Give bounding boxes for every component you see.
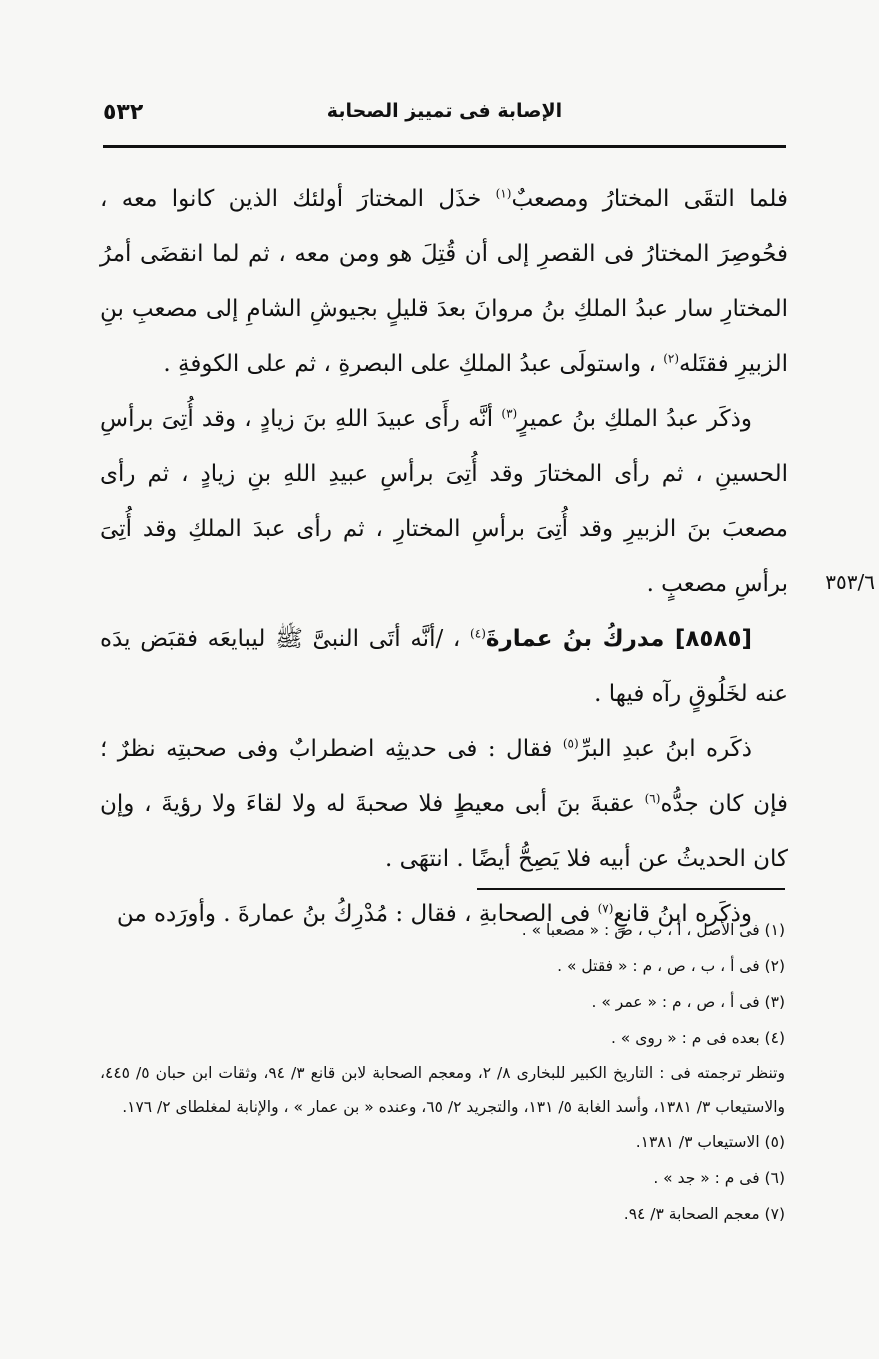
text-run: خذَل المختارَ أولئك الذين كانوا معه ، فحُوصِرَ المختارُ فى القصرِ إلى أن قُتِلَ هو ومن معه ، ثم لما انقضَى أمرُ المختارِ سار عبدُ الملكِ بنُ مروانَ بعدَ قليلٍ بجيوشِ الشامِ إلى مصعبِ بنِ الزبيرِ فقتَله	[100, 186, 788, 377]
paragraph-1	[100, 172, 788, 392]
footnote-2: (٢) فى أ ، ب ، ص ، م : « فقتل » .	[557, 957, 785, 975]
main-text	[100, 172, 788, 942]
footnote-ref-7[interactable]: (٧)	[597, 901, 614, 916]
running-title: الإصابة فى تمييز الصحابة	[326, 100, 563, 122]
entry-number: [٨٥٨٥]	[674, 626, 752, 652]
text-run: ، واستولَى عبدُ الملكِ على البصرةِ ، ثم على الكوفةِ .	[163, 351, 664, 377]
footnote-ref-5[interactable]: (٥)	[562, 736, 579, 751]
text-run: فلما التقَى المختارُ ومصعبٌ	[511, 186, 788, 212]
footnote-6: (٦) فى م : « جد » .	[653, 1169, 785, 1187]
text-run: فقال : فى حديثِه اضطرابٌ وفى صحبتِه نظرٌ ؛ فإن كان جدُّه	[100, 736, 788, 817]
footnote-3: (٣) فى أ ، ص ، م : « عمر » .	[591, 993, 785, 1011]
text-run: ، /أنَّه أتَى النبىَّ ﷺ ليبايعَه فقبَض يدَه عنه لخَلُوقٍ رآه فيها .	[100, 626, 788, 707]
footnote-1: (١) فى الأصل ، أ ، ب ، ص : « مصعبا » .	[521, 921, 785, 939]
text-run: ذكَره ابنُ عبدِ البرِّ	[578, 736, 752, 762]
page-number: ٥٣٢	[103, 100, 144, 125]
entry-name: مدركُ بنُ عمارةَ	[485, 626, 675, 652]
footnote-ref-6[interactable]: (٦)	[644, 791, 661, 806]
running-header	[103, 100, 786, 134]
text-run: عقبةَ بنَ أبى معيطٍ فلا صحبةَ له ولا لقاءَ ولا رؤيةَ ، وإن كان الحديثُ عن أبيه فلا يَصِحُّ أيضًا . انتهَى .	[100, 791, 788, 872]
footnote-ref-2[interactable]: (٢)	[663, 351, 680, 366]
paragraph-4	[100, 722, 788, 887]
footnote-ref-1[interactable]: (١)	[495, 186, 512, 201]
text-run: فى الصحابةِ ، فقال : مُدْرِكُ بنُ عمارةَ . وأورَده من	[116, 901, 598, 927]
text-run: وذكَره ابنُ قانعٍ	[613, 901, 752, 927]
footnote-ref-3[interactable]: (٣)	[501, 406, 518, 421]
text-run: وذكَر عبدُ الملكِ بنُ عميرٍ	[517, 406, 752, 432]
header-rule	[103, 145, 786, 148]
footnote-4: (٤) بعده فى م : « روى » .	[610, 1029, 785, 1047]
margin-reference: ٣٥٣/٦	[825, 570, 875, 594]
footnote-rule	[477, 888, 785, 890]
footnotes	[100, 912, 785, 1232]
paragraph-2	[100, 392, 788, 612]
footnote-4-sources: وتنظر ترجمته فى : التاريخ الكبير للبخارى ٨/ ٢، ومعجم الصحابة لابن قانع ٣/ ٩٤، وثقات ابن حبان ٥/ ٤٤٥، والاستيعاب ٣/ ١٣٨١، وأسد الغابة ٥/ ١٣١، والتجريد ٢/ ٦٥، وعنده « بن عمار » ، والإنابة لمغلطاى ٢/ ١٧٦.	[100, 1064, 785, 1116]
entry-paragraph	[100, 612, 788, 722]
footnote-7: (٧) معجم الصحابة ٣/ ٩٤.	[623, 1205, 785, 1223]
footnote-ref-4[interactable]: (٤)	[470, 626, 486, 641]
text-run: أنَّه رأَى عبيدَ اللهِ بنَ زيادٍ ، وقد أُتِىَ برأسِ الحسينِ ، ثم رأى المختارَ وقد أُتِىَ برأسِ عبيدِ اللهِ بنِ زيادٍ ، ثم رأى مصعبَ بنَ الزبيرِ وقد أُتِىَ برأسِ المختارِ ، ثم رأى عبدَ الملكِ وقد أُتِىَ برأسِ مصعبٍ .	[100, 406, 788, 597]
footnote-5: (٥) الاستيعاب ٣/ ١٣٨١.	[635, 1133, 785, 1151]
